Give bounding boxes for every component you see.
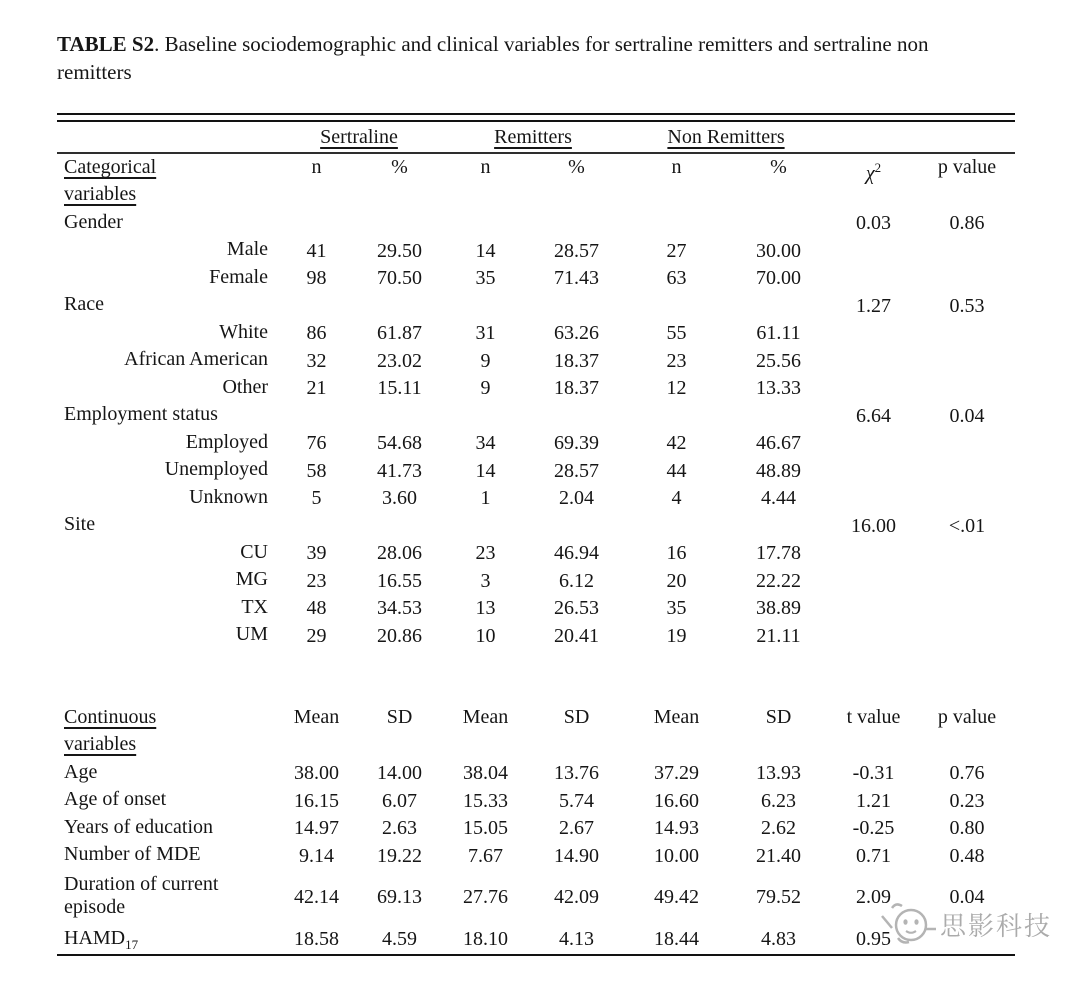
table-cell: 2.62 (761, 817, 796, 840)
table-cell: 42.14 (294, 886, 339, 908)
col-header-mean: Mean (293, 706, 340, 728)
group-header-row (57, 122, 1015, 152)
table-cell: 0.23 (949, 789, 985, 812)
table-cell: 0.53 (949, 294, 985, 317)
table-cell: 38.00 (294, 762, 339, 785)
table-cell: 27 (666, 239, 687, 262)
table-cell: 98 (306, 267, 327, 290)
table-cell: 2.09 (856, 886, 891, 908)
table-cell: 3.60 (382, 487, 417, 510)
table-cell: 32 (306, 349, 327, 372)
categorical-section-label: Categorical variables (64, 156, 157, 205)
table-cell: 20.86 (377, 624, 422, 647)
table-cell: 2.63 (382, 817, 417, 840)
row-label: Number of MDE (64, 843, 201, 866)
table-row (57, 293, 1015, 321)
table-cell: 0.04 (949, 886, 985, 908)
row-label: Race (64, 293, 104, 316)
table-row (57, 870, 1015, 925)
col-header-sd: SD (765, 706, 792, 728)
row-label: Unemployed (164, 458, 268, 481)
table-cell: 70.50 (377, 267, 422, 290)
table-cell: 46.67 (756, 432, 801, 455)
table-cell: 6.12 (559, 569, 594, 592)
watermark-logo-icon (878, 898, 940, 950)
table (57, 113, 1015, 956)
col-header-n: n (480, 156, 491, 178)
col-header-pct: % (770, 156, 787, 178)
table-cell: 23 (306, 569, 327, 592)
table-row (57, 320, 1015, 348)
table-cell: 15.33 (463, 789, 508, 812)
table-cell: 15.05 (463, 817, 508, 840)
table-cell: 22.22 (756, 569, 801, 592)
table-cell: 1.21 (856, 789, 891, 812)
row-label: Employment status (64, 403, 218, 426)
col-header-p-value: p value (937, 156, 997, 178)
table-cell: 49.42 (654, 886, 699, 908)
row-label: UM (235, 623, 268, 646)
table-cell: 48.89 (756, 459, 801, 482)
table-cell: 14.90 (554, 844, 599, 867)
row-label: Age of onset (64, 788, 167, 811)
table-cell: 29 (306, 624, 327, 647)
table-cell: 27.76 (463, 886, 508, 908)
table-title-text: . Baseline sociodemographic and clinical variables for sertraline remitters and sertraline non remitters (57, 32, 929, 84)
table-cell: 19.22 (377, 844, 422, 867)
row-label: Age (64, 760, 98, 783)
table-cell: 26.53 (554, 597, 599, 620)
table-cell: 37.29 (654, 762, 699, 785)
table-cell: 35 (666, 597, 687, 620)
table-cell: 0.86 (949, 212, 985, 235)
table-cell: 9 (480, 349, 491, 372)
table-cell: 79.52 (756, 886, 801, 908)
table-cell: 4.13 (559, 928, 594, 950)
table-row (57, 788, 1015, 816)
table-cell: 0.48 (949, 844, 985, 867)
table-cell: 69.39 (554, 432, 599, 455)
row-label: Site (64, 513, 96, 536)
table-cell: 0.03 (856, 212, 891, 235)
table-row (57, 430, 1015, 458)
col-header-chi-square: $\chi^2$ (865, 160, 882, 185)
row-label: White (219, 320, 268, 343)
table-cell: 28.06 (377, 542, 422, 565)
table-cell: 0.04 (949, 404, 985, 427)
table-cell: 63 (666, 267, 687, 290)
table-cell: 42.09 (554, 886, 599, 908)
continuous-header-row (57, 704, 1015, 760)
table-cell: 16.00 (851, 514, 896, 537)
row-label: Unknown (189, 485, 268, 508)
row-label: Other (222, 375, 268, 398)
table-cell: 4.44 (761, 487, 796, 510)
table-row (57, 540, 1015, 568)
categorical-rows (57, 210, 1015, 650)
table-top-rule (57, 113, 1015, 122)
row-label: CU (240, 540, 268, 563)
table-cell: 71.43 (554, 267, 599, 290)
table-cell: 0.95 (856, 928, 891, 950)
table-cell: 4.83 (761, 928, 796, 950)
table-row (57, 458, 1015, 486)
table-cell: 41 (306, 239, 327, 262)
row-label: African American (124, 348, 268, 371)
table-cell: 44 (666, 459, 687, 482)
row-label: Female (209, 265, 268, 288)
table-cell: 14 (475, 459, 496, 482)
table-cell: 13 (475, 597, 496, 620)
table-cell: 14.93 (654, 817, 699, 840)
col-header-sd: SD (563, 706, 590, 728)
table-cell: 10 (475, 624, 496, 647)
table-cell: 14.00 (377, 762, 422, 785)
table-cell: <.01 (948, 514, 986, 537)
table-cell: 10.00 (654, 844, 699, 867)
table-row (57, 623, 1015, 651)
group-header-remitters: Remitters (494, 125, 572, 148)
continuous-rows (57, 760, 1015, 954)
table-cell: -0.25 (852, 817, 895, 840)
table-cell: 6.23 (761, 789, 796, 812)
table-cell: 23 (666, 349, 687, 372)
table-cell: 19 (666, 624, 687, 647)
categorical-header-row (57, 154, 1015, 210)
table-cell: 4.59 (382, 928, 417, 950)
table-cell: 7.67 (468, 844, 503, 867)
table-cell: 13.33 (756, 377, 801, 400)
table-cell: 38.89 (756, 597, 801, 620)
table-cell: 29.50 (377, 239, 422, 262)
table-cell: 15.11 (377, 377, 422, 400)
table-cell: 38.04 (463, 762, 508, 785)
table-row (57, 815, 1015, 843)
watermark (878, 898, 1052, 950)
table-cell: 9 (480, 377, 491, 400)
table-row (57, 265, 1015, 293)
table-cell: 61.11 (756, 322, 801, 345)
table-cell: 0.76 (949, 762, 985, 785)
row-label: Employed (185, 430, 268, 453)
col-header-mean: Mean (653, 706, 700, 728)
col-header-mean: Mean (462, 706, 509, 728)
table-cell: 21.11 (756, 624, 801, 647)
row-label: Years of education (64, 815, 214, 838)
table-cell: 3 (480, 569, 491, 592)
table-cell: 34.53 (377, 597, 422, 620)
table-cell: 16.60 (654, 789, 699, 812)
table-cell: 16.55 (377, 569, 422, 592)
table-cell: 12 (666, 377, 687, 400)
table-cell: 14 (475, 239, 496, 262)
table-cell: 54.68 (377, 432, 422, 455)
col-header-pct: % (568, 156, 585, 178)
table-cell: 39 (306, 542, 327, 565)
row-label: Gender (64, 210, 123, 233)
table-cell: 61.87 (377, 322, 422, 345)
table-cell: 31 (475, 322, 496, 345)
table-cell: 1 (480, 487, 491, 510)
col-header-n: n (671, 156, 682, 178)
table-cell: 5.74 (559, 789, 594, 812)
watermark-text: 思影科技 (940, 911, 1053, 942)
table-row (57, 760, 1015, 788)
table-cell: 41.73 (377, 459, 422, 482)
table-cell: 63.26 (554, 322, 599, 345)
table-bottom-rule (57, 954, 1015, 956)
table-cell: 34 (475, 432, 496, 455)
table-cell: 86 (306, 322, 327, 345)
table-cell: 13.93 (756, 762, 801, 785)
table-cell: 1.27 (856, 294, 891, 317)
table-row (57, 485, 1015, 513)
table-row (57, 843, 1015, 871)
table-cell: 55 (666, 322, 687, 345)
table-cell: 6.64 (856, 404, 891, 427)
table-cell: 2.67 (559, 817, 594, 840)
row-label: TX (241, 595, 268, 618)
table-row (57, 375, 1015, 403)
table-row (57, 568, 1015, 596)
table-cell: 4 (671, 487, 682, 510)
col-header-n: n (311, 156, 322, 178)
table-cell: 14.97 (294, 817, 339, 840)
table-cell: 30.00 (756, 239, 801, 262)
table-cell: 21.40 (756, 844, 801, 867)
table-cell: 20 (666, 569, 687, 592)
table-cell: 21 (306, 377, 327, 400)
table-cell: 23 (475, 542, 496, 565)
col-header-pct: % (391, 156, 408, 178)
table-cell: 58 (306, 459, 327, 482)
table-cell: 35 (475, 267, 496, 290)
table-cell: 6.07 (382, 789, 417, 812)
table-cell: 2.04 (559, 487, 594, 510)
row-label: Duration of current episode (64, 873, 219, 918)
col-header-p-value: p value (937, 706, 997, 728)
table-cell: 18.37 (554, 349, 599, 372)
table-cell: 18.10 (463, 928, 508, 950)
table-row (57, 348, 1015, 376)
table-row (57, 238, 1015, 266)
table-cell: 18.44 (654, 928, 699, 950)
table-cell: 17.78 (756, 542, 801, 565)
col-header-t-value: t value (846, 706, 901, 728)
table-row (57, 513, 1015, 541)
row-label: MG (235, 568, 268, 591)
table-title (57, 30, 937, 86)
table-cell: 0.71 (856, 844, 891, 867)
table-row (57, 925, 1015, 954)
table-cell: 0.80 (949, 817, 985, 840)
table-cell: 13.76 (554, 762, 599, 785)
table-cell: 16 (666, 542, 687, 565)
table-cell: 69.13 (377, 886, 422, 908)
table-cell: -0.31 (852, 762, 895, 785)
table-cell: 18.58 (294, 928, 339, 950)
table-cell: 25.56 (756, 349, 801, 372)
table-row (57, 210, 1015, 238)
row-label: $HAMD_{17}$ (64, 926, 139, 952)
table-cell: 9.14 (299, 844, 334, 867)
continuous-section-label: Continuous variables (64, 706, 157, 755)
table-cell: 48 (306, 597, 327, 620)
group-header-sertraline: Sertraline (320, 125, 398, 148)
table-cell: 76 (306, 432, 327, 455)
table-cell: 23.02 (377, 349, 422, 372)
table-title-number: TABLE S2 (57, 32, 155, 56)
table-cell: 5 (311, 487, 322, 510)
table-cell: 46.94 (554, 542, 599, 565)
table-cell: 20.41 (554, 624, 599, 647)
col-header-sd: SD (386, 706, 413, 728)
group-header-non-remitters: Non Remitters (667, 125, 785, 148)
section-gap (57, 650, 1015, 704)
row-label: Male (226, 238, 268, 261)
table-cell: 70.00 (756, 267, 801, 290)
table-row (57, 595, 1015, 623)
table-cell: 28.57 (554, 239, 599, 262)
table-cell: 16.15 (294, 789, 339, 812)
table-cell: 18.37 (554, 377, 599, 400)
table-cell: 28.57 (554, 459, 599, 482)
table-row (57, 403, 1015, 431)
table-cell: 42 (666, 432, 687, 455)
